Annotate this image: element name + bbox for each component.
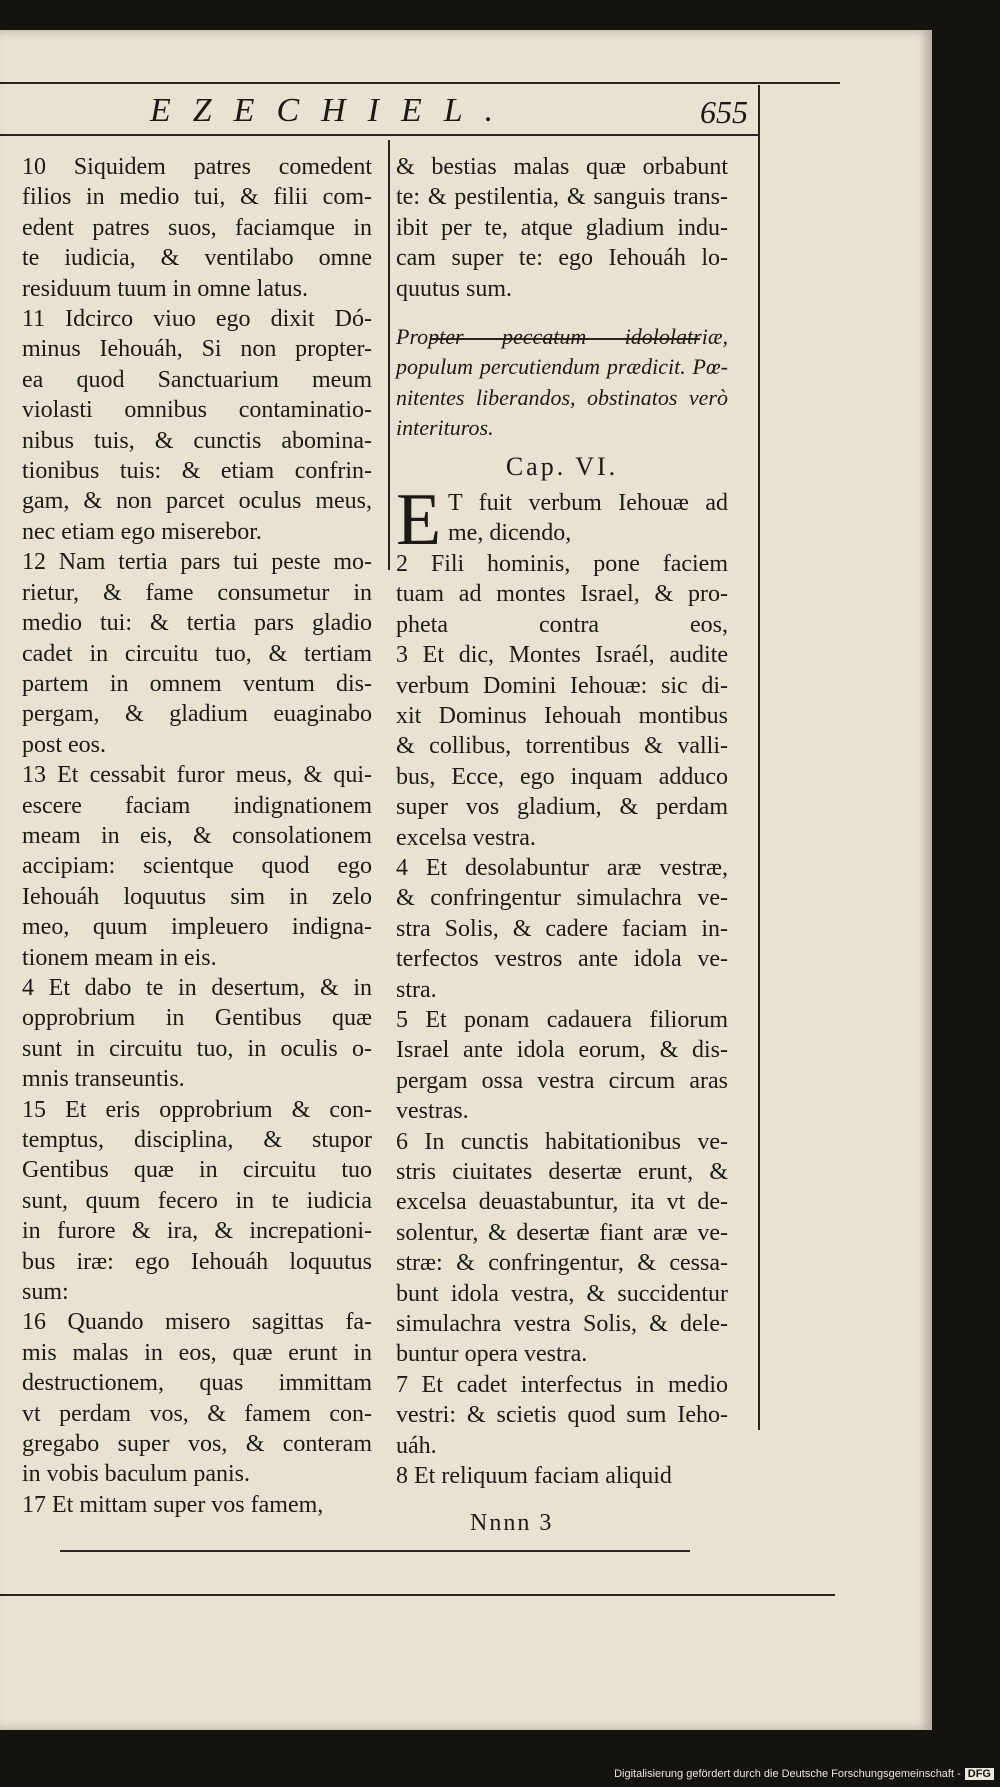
right-column-body — [396, 549, 728, 1492]
chapter-first-lines — [448, 488, 728, 549]
signature-mark: Nnnn 3 — [470, 1510, 554, 1536]
text-line: sunt, quum fecero in te iudicia — [22, 1187, 372, 1214]
text-line: vt perdam vos, & famem con- — [22, 1400, 372, 1427]
chapter-summary — [396, 322, 728, 444]
drop-cap: E — [396, 479, 442, 562]
text-line: meo, quum impleuero indigna- — [22, 914, 372, 941]
text-line: in furore & ira, & increpationi- — [22, 1218, 372, 1245]
page-frame-right — [758, 85, 760, 1430]
text-line: tionibus tuis: & etiam confrin- — [22, 458, 372, 485]
text-line: terfectos vestros ante idola ve- — [396, 946, 728, 973]
text-line: Israel ante idola eorum, & dis- — [396, 1037, 728, 1064]
text-line: tuam ad montes Israel, & pro- — [396, 581, 728, 608]
text-line: nibus tuis, & cunctis abomina- — [22, 427, 372, 454]
dfg-logo: DFG — [965, 1768, 994, 1780]
credit-text: Digitalisierung gefördert durch die Deutsche Forschungsgemeinschaft - — [614, 1768, 961, 1780]
text-line: quutus sum. — [396, 275, 513, 302]
text-line: T fuit verbum Iehouæ ad — [448, 490, 728, 517]
text-line: 2 Fili hominis, pone faciem — [396, 550, 728, 577]
text-line: 8 Et reliquum faciam aliquid — [396, 1463, 672, 1490]
text-line: mis malas in eos, quæ erunt in — [22, 1339, 372, 1366]
text-line: ibit per te, atque gladium indu- — [396, 214, 728, 241]
text-line: 12 Nam tertia pars tui peste mo- — [22, 549, 372, 576]
text-line: excelsa vestra. — [396, 824, 536, 851]
text-line: excelsa deuastabuntur, ita vt de- — [396, 1189, 728, 1216]
text-line: stris ciuitates desertæ erunt, & — [396, 1159, 728, 1185]
text-line: stra Solis, & cadere faciam in- — [396, 915, 728, 942]
text-line: violasti omnibus contaminatio- — [22, 397, 372, 424]
text-line: & bestias malas quæ orbabunt — [396, 154, 728, 180]
text-line: partem in omnem ventum dis- — [22, 670, 372, 697]
text-line: residuum tuum in omne latus. — [22, 275, 308, 302]
text-line: rietur, & fame consumetur in — [22, 579, 372, 606]
text-line: te iudicia, & ventilabo omne — [22, 245, 372, 272]
text-line: me, dicendo, — [448, 520, 572, 547]
text-line: stræ: & confringentur, & cessa- — [396, 1250, 728, 1277]
text-line: 4 Et dabo te in desertum, & in — [22, 974, 372, 1001]
right-column — [396, 152, 728, 1491]
text-line: xit Dominus Iehouah montibus — [396, 702, 728, 729]
text-line: destructionem, quas immittam — [22, 1370, 372, 1397]
text-line: buntur opera vestra. — [396, 1341, 588, 1368]
summary-line: interituros. — [396, 415, 494, 441]
text-line: 17 Et mittam super vos famem, — [22, 1491, 324, 1518]
text-line: 11 Idcirco viuo ego dixit Dó- — [22, 306, 372, 333]
text-line: ea quod Sanctuarium meum — [22, 366, 372, 393]
text-line: gam, & non parcet oculus meus, — [22, 488, 372, 515]
text-line: mnis transeuntis. — [22, 1066, 185, 1093]
text-line: 4 Et desolabuntur aræ vestræ, — [396, 854, 728, 881]
text-line: cam super te: ego Iehouáh lo- — [396, 245, 728, 272]
text-line: in vobis baculum panis. — [22, 1461, 250, 1488]
text-line: te: & pestilentia, & sanguis trans- — [396, 184, 728, 211]
text-line: stra. — [396, 976, 437, 1003]
text-line: 15 Et eris opprobrium & con- — [22, 1096, 372, 1123]
text-line: temptus, disciplina, & stupor — [22, 1127, 372, 1153]
text-line: post eos. — [22, 731, 106, 758]
text-line: pergam, & gladium euaginabo — [22, 701, 372, 728]
text-line: accipiam: scientque quod ego — [22, 853, 372, 880]
text-line: pheta contra eos, — [396, 611, 728, 638]
text-line: sum: — [22, 1279, 69, 1306]
text-line: bunt idola vestra, & succidentur — [396, 1280, 728, 1307]
running-head: EZECHIEL. — [150, 92, 516, 129]
bottom-rule-outer — [0, 1594, 835, 1596]
text-line: nec etiam ego miserebor. — [22, 518, 262, 545]
left-column — [22, 152, 372, 1520]
text-line: Iehouáh loquutus sim in zelo — [22, 883, 372, 910]
text-line: filios in medio tui, & filii com- — [22, 184, 372, 211]
digitization-credit — [614, 1768, 994, 1780]
text-line: gregabo super vos, & conteram — [22, 1431, 372, 1458]
text-line: 13 Et cessabit furor meus, & qui- — [22, 762, 372, 789]
text-line: verbum Domini Iehouæ: sic di- — [396, 672, 728, 699]
header-underline — [0, 134, 760, 136]
text-line: super vos gladium, & perdam — [396, 794, 728, 821]
text-line: & confringentur simulachra ve- — [396, 885, 728, 912]
summary-line: nitentes liberandos, obstinatos verò — [396, 384, 728, 410]
text-line: uáh. — [396, 1432, 437, 1459]
text-line: bus iræ: ego Iehouáh loquutus — [22, 1248, 372, 1275]
text-line: pergam ossa vestra circum aras — [396, 1067, 728, 1094]
text-line: minus Iehouáh, Si non propter- — [22, 336, 372, 363]
text-line: sunt in circuitu tuo, in oculis o- — [22, 1035, 372, 1062]
text-line: & collibus, torrentibus & valli- — [396, 733, 728, 760]
text-line: cadet in circuitu tuo, & tertiam — [22, 640, 372, 667]
bottom-rule-inner — [60, 1550, 690, 1552]
text-line: 5 Et ponam cadauera filiorum — [396, 1006, 728, 1033]
text-line: 6 In cunctis habitationibus ve- — [396, 1128, 728, 1155]
header-rule — [0, 82, 840, 84]
text-line: 3 Et dic, Montes Israél, audite — [396, 642, 728, 669]
text-line: meam in eis, & consolationem — [22, 822, 372, 849]
right-column-top — [396, 152, 728, 304]
text-line: 7 Et cadet interfectus in medio — [396, 1371, 728, 1398]
section-gap — [396, 304, 728, 322]
text-line: Gentibus quæ in circuitu tuo — [22, 1157, 372, 1184]
text-line: vestras. — [396, 1098, 469, 1125]
text-line: bus, Ecce, ego inquam adduco — [396, 763, 728, 790]
chapter-heading: Cap. VI. — [505, 451, 619, 481]
text-line: 10 Siquidem patres comedent — [22, 154, 372, 180]
text-line: edent patres suos, faciamque in — [22, 214, 372, 241]
text-line: solentur, & desertæ fiant aræ ve- — [396, 1219, 728, 1246]
text-line: 16 Quando misero sagittas fa- — [22, 1309, 372, 1336]
text-line: opprobrium in Gentibus quæ — [22, 1005, 372, 1032]
column-divider — [388, 140, 390, 570]
text-line: vestri: & scietis quod sum Ieho- — [396, 1402, 728, 1429]
chapter-opening — [396, 479, 728, 562]
summary-line: populum percutiendum prædicit. Pœ- — [396, 354, 728, 380]
text-line: escere faciam indignationem — [22, 792, 372, 819]
summary-line: Propter peccatum idololatriæ, — [396, 324, 728, 350]
text-line: tionem meam in eis. — [22, 944, 217, 971]
page-number: 655 — [700, 94, 748, 130]
text-line: simulachra vestra Solis, & dele- — [396, 1311, 728, 1338]
text-line: medio tui: & tertia pars gladio — [22, 610, 372, 637]
